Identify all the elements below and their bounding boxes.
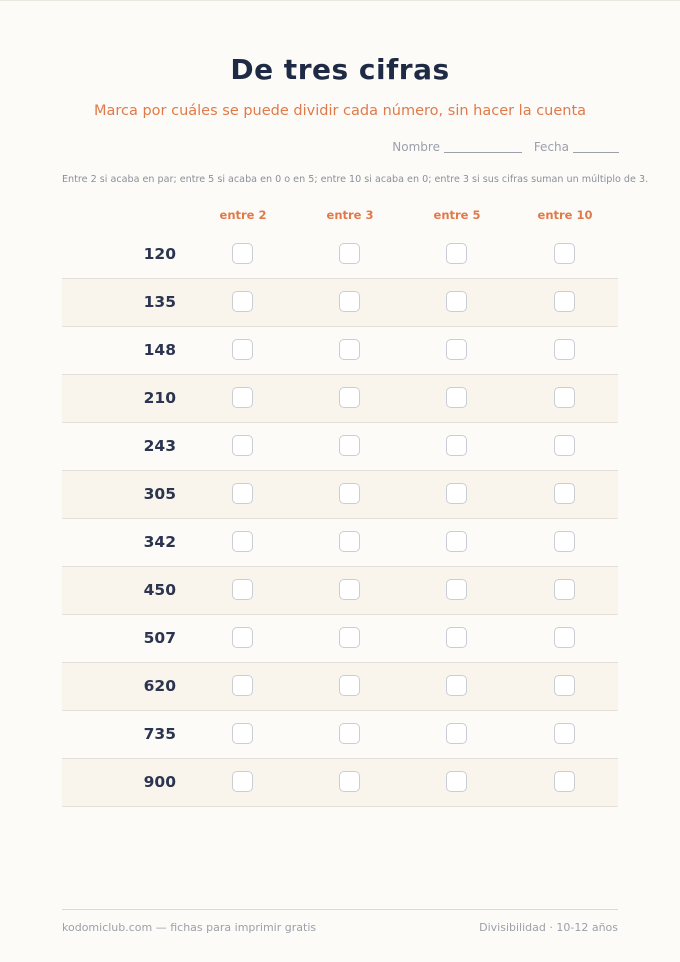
checkbox-divisible-by-5[interactable] (446, 771, 467, 792)
checkbox-divisible-by-10[interactable] (554, 771, 575, 792)
checkbox-divisible-by-10[interactable] (554, 243, 575, 264)
checkbox-divisible-by-2[interactable] (232, 339, 253, 360)
checkbox-divisible-by-2[interactable] (232, 435, 253, 456)
column-header-3: entre 3 (326, 208, 374, 222)
checkbox-divisible-by-5[interactable] (446, 531, 467, 552)
table-row (62, 471, 618, 519)
footer-divider (62, 909, 618, 910)
table-row (62, 519, 618, 567)
checkbox-divisible-by-3[interactable] (339, 483, 360, 504)
checkbox-divisible-by-5[interactable] (446, 387, 467, 408)
page-subtitle: Marca por cuáles se puede dividir cada número, sin hacer la cuenta (93, 103, 587, 119)
date-field[interactable] (573, 152, 619, 153)
checkbox-divisible-by-5[interactable] (446, 675, 467, 696)
checkbox-divisible-by-5[interactable] (446, 483, 467, 504)
number-table (62, 231, 618, 807)
number-value: 900 (143, 773, 176, 791)
checkbox-divisible-by-5[interactable] (446, 339, 467, 360)
checkbox-divisible-by-3[interactable] (339, 675, 360, 696)
name-field[interactable] (444, 152, 522, 153)
checkbox-divisible-by-2[interactable] (232, 723, 253, 744)
number-value: 243 (143, 437, 176, 455)
table-row (62, 423, 618, 471)
checkbox-divisible-by-2[interactable] (232, 291, 253, 312)
checkbox-divisible-by-10[interactable] (554, 387, 575, 408)
instructions: Entre 2 si acaba en par; entre 5 si acaba en 0 o en 5; entre 10 si acaba en 0; entre 3 si sus cifras suman un múltiplo de 3. (62, 174, 649, 185)
checkbox-divisible-by-2[interactable] (232, 771, 253, 792)
footer-topic: Divisibilidad · 10-12 años (479, 921, 618, 934)
table-row (62, 279, 618, 327)
checkbox-divisible-by-10[interactable] (554, 723, 575, 744)
checkbox-divisible-by-5[interactable] (446, 435, 467, 456)
checkbox-divisible-by-10[interactable] (554, 579, 575, 600)
checkbox-divisible-by-3[interactable] (339, 531, 360, 552)
page-title: De tres cifras (230, 53, 450, 86)
table-row (62, 327, 618, 375)
checkbox-divisible-by-3[interactable] (339, 579, 360, 600)
checkbox-divisible-by-3[interactable] (339, 723, 360, 744)
checkbox-divisible-by-5[interactable] (446, 579, 467, 600)
checkbox-divisible-by-10[interactable] (554, 339, 575, 360)
checkbox-divisible-by-10[interactable] (554, 675, 575, 696)
column-header-10: entre 10 (537, 208, 593, 222)
checkbox-divisible-by-5[interactable] (446, 291, 467, 312)
table-row (62, 663, 618, 711)
table-row (62, 615, 618, 663)
date-label: Fecha (533, 140, 569, 154)
table-row (62, 759, 618, 807)
checkbox-divisible-by-3[interactable] (339, 339, 360, 360)
number-value: 135 (143, 293, 176, 311)
table-row (62, 711, 618, 759)
checkbox-divisible-by-10[interactable] (554, 435, 575, 456)
checkbox-divisible-by-5[interactable] (446, 627, 467, 648)
number-value: 450 (143, 581, 176, 599)
checkbox-divisible-by-10[interactable] (554, 483, 575, 504)
checkbox-divisible-by-3[interactable] (339, 771, 360, 792)
checkbox-divisible-by-2[interactable] (232, 675, 253, 696)
table-row (62, 567, 618, 615)
number-value: 342 (143, 533, 176, 551)
checkbox-divisible-by-10[interactable] (554, 627, 575, 648)
checkbox-divisible-by-2[interactable] (232, 579, 253, 600)
checkbox-divisible-by-5[interactable] (446, 243, 467, 264)
column-header-5: entre 5 (433, 208, 481, 222)
column-headers (0, 208, 680, 224)
number-value: 507 (143, 629, 176, 647)
number-value: 305 (143, 485, 176, 503)
number-value: 620 (143, 677, 176, 695)
number-value: 120 (143, 245, 176, 263)
checkbox-divisible-by-2[interactable] (232, 483, 253, 504)
checkbox-divisible-by-3[interactable] (339, 387, 360, 408)
checkbox-divisible-by-5[interactable] (446, 723, 467, 744)
checkbox-divisible-by-10[interactable] (554, 531, 575, 552)
checkbox-divisible-by-10[interactable] (554, 291, 575, 312)
checkbox-divisible-by-2[interactable] (232, 627, 253, 648)
footer-site: kodomiclub.com — fichas para imprimir gratis (62, 921, 317, 934)
number-value: 735 (143, 725, 176, 743)
checkbox-divisible-by-2[interactable] (232, 387, 253, 408)
checkbox-divisible-by-3[interactable] (339, 243, 360, 264)
name-date-fields (392, 140, 619, 154)
checkbox-divisible-by-3[interactable] (339, 291, 360, 312)
checkbox-divisible-by-2[interactable] (232, 243, 253, 264)
table-row (62, 231, 618, 279)
checkbox-divisible-by-3[interactable] (339, 435, 360, 456)
checkbox-divisible-by-2[interactable] (232, 531, 253, 552)
number-value: 148 (143, 341, 176, 359)
number-value: 210 (143, 389, 176, 407)
name-label: Nombre (392, 140, 440, 154)
table-row (62, 375, 618, 423)
checkbox-divisible-by-3[interactable] (339, 627, 360, 648)
column-header-2: entre 2 (219, 208, 267, 222)
